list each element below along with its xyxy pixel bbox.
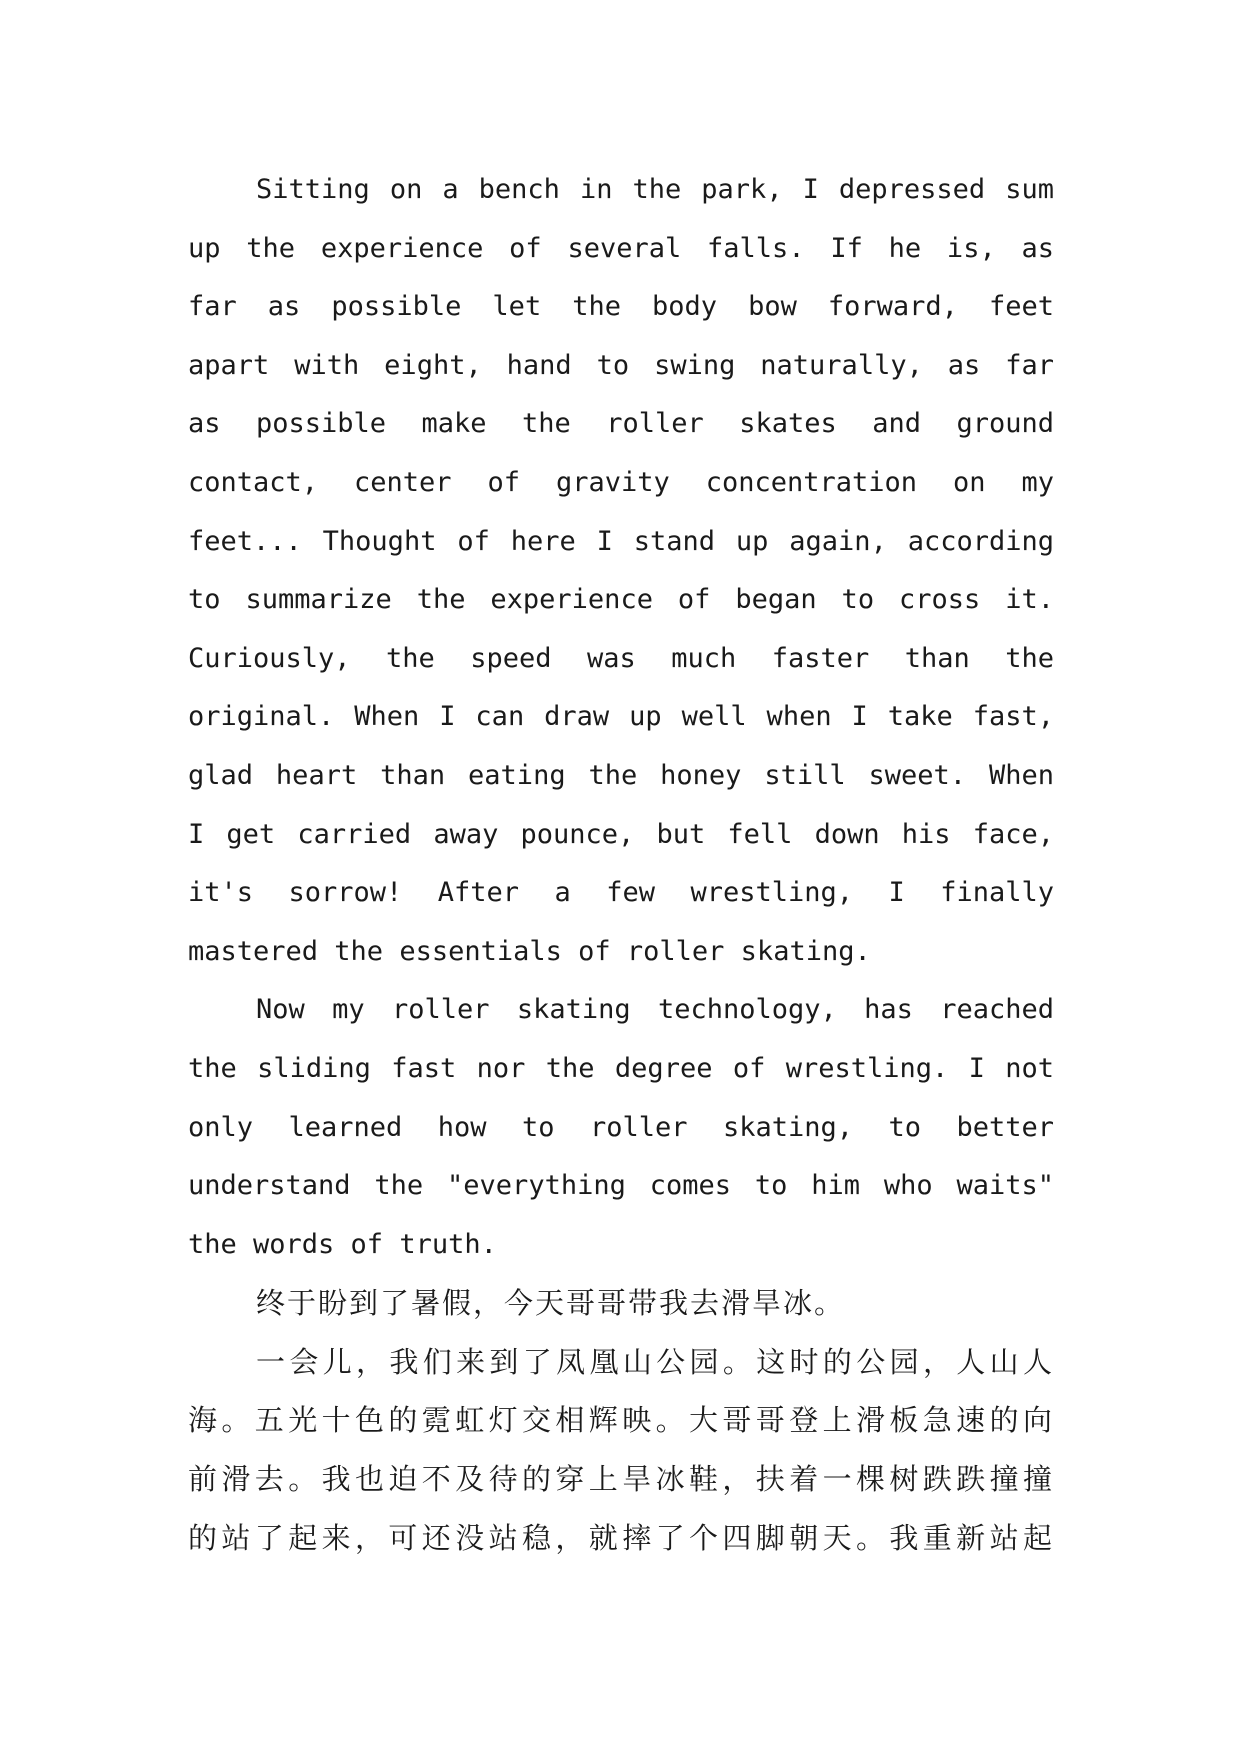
text-line: only learned how to roller skating, to better	[188, 1111, 1054, 1143]
paragraph-skating-technology	[188, 981, 1054, 1274]
text-line: contact, center of gravity concentration on my	[188, 466, 1054, 498]
text-line: apart with eight, hand to swing naturally, as far	[188, 349, 1054, 381]
text-line: 前滑去。我也迫不及待的穿上旱冰鞋，扶着一棵树跌跌撞撞	[188, 1462, 1054, 1497]
text-line: 一会儿，我们来到了凤凰山公园。这时的公园，人山人	[256, 1344, 1054, 1379]
text-line: 终于盼到了暑假，今天哥哥带我去滑旱冰。	[256, 1286, 846, 1321]
text-line: to summarize the experience of began to cross it.	[188, 584, 1054, 616]
text-line: 的站了起来，可还没站稳，就摔了个四脚朝天。我重新站起	[188, 1520, 1054, 1555]
text-line: glad heart than eating the honey still sweet. When	[188, 759, 1054, 791]
paragraph-park-bench	[188, 161, 1054, 981]
text-line: feet... Thought of here I stand up again, according	[188, 525, 1054, 557]
text-line: the words of truth.	[188, 1228, 497, 1260]
text-line: original. When I can draw up well when I take fast,	[188, 701, 1054, 733]
text-line: Sitting on a bench in the park, I depressed sum	[256, 174, 1054, 205]
text-line: Now my roller skating technology, has reached	[256, 994, 1054, 1026]
text-line: understand the "everything comes to him who waits"	[188, 1170, 1054, 1202]
paragraph-summer-vacation	[188, 1274, 1054, 1333]
text-line: 海。五光十色的霓虹灯交相辉映。大哥哥登上滑板急速的向	[188, 1403, 1054, 1438]
text-line: the sliding fast nor the degree of wrestling. I not	[188, 1052, 1054, 1084]
text-line: it's sorrow! After a few wrestling, I finally	[188, 877, 1054, 909]
text-line: I get carried away pounce, but fell down his face,	[188, 818, 1054, 850]
text-line: mastered the essentials of roller skating.	[188, 935, 871, 967]
document-body	[188, 161, 1054, 1567]
text-line: up the experience of several falls. If he is, as	[188, 232, 1054, 264]
text-line: far as possible let the body bow forward, feet	[188, 291, 1054, 323]
paragraph-phoenix-park	[188, 1333, 1054, 1567]
text-line: Curiously, the speed was much faster than the	[188, 642, 1054, 674]
text-line: as possible make the roller skates and ground	[188, 408, 1054, 440]
